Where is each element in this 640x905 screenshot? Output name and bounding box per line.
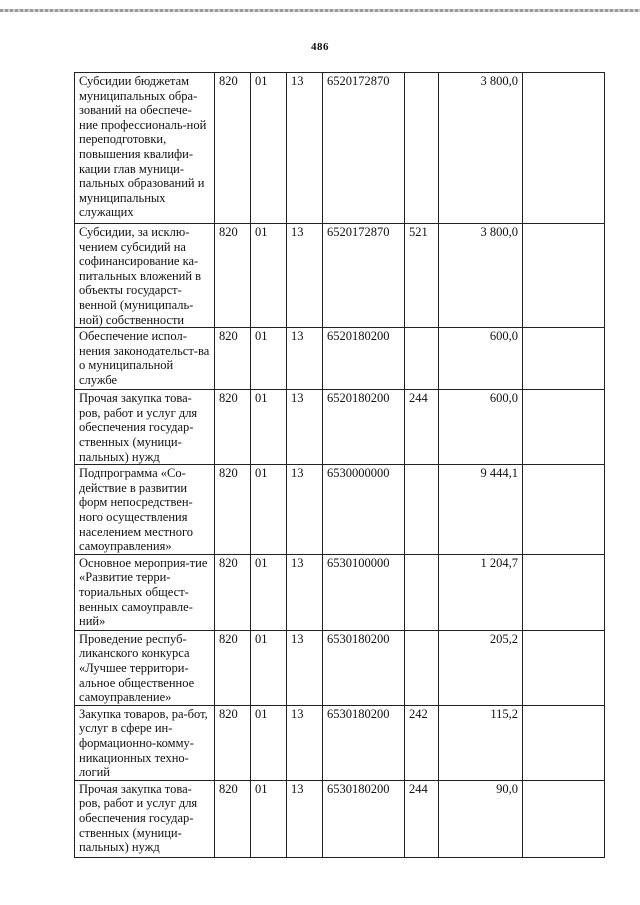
cell-name: Прочая закупка това-ров, работ и услуг для обеспечения государ-ственных (муници-пальных) нужд xyxy=(75,780,215,857)
cell-pr: 13 xyxy=(287,224,323,328)
table-row xyxy=(75,390,605,465)
cell-pr: 13 xyxy=(287,554,323,630)
cell-extra xyxy=(523,224,605,328)
cell-rz: 01 xyxy=(251,224,287,328)
cell-vr: 521 xyxy=(405,224,439,328)
cell-extra xyxy=(523,328,605,390)
cell-sum: 115,2 xyxy=(439,705,523,780)
cell-name: Субсидии, за исклю-чением субсидий на софинансирование ка-питальных вложений в объекты государст-венной (муниципаль-ной) собственности xyxy=(75,224,215,328)
cell-extra xyxy=(523,73,605,224)
cell-ved: 820 xyxy=(215,630,251,705)
cell-pr: 13 xyxy=(287,390,323,465)
cell-name: Проведение респуб-ликанского конкурса «Лучшее территори-альное общественное самоуправление» xyxy=(75,630,215,705)
cell-ved: 820 xyxy=(215,554,251,630)
cell-sum: 1 204,7 xyxy=(439,554,523,630)
cell-ved: 820 xyxy=(215,73,251,224)
table-row xyxy=(75,328,605,390)
cell-rz: 01 xyxy=(251,630,287,705)
cell-vr xyxy=(405,328,439,390)
page-number: 486 xyxy=(311,41,329,53)
cell-ved: 820 xyxy=(215,390,251,465)
cell-csr: 6530000000 xyxy=(323,465,405,555)
cell-pr: 13 xyxy=(287,630,323,705)
cell-vr xyxy=(405,73,439,224)
cell-ved: 820 xyxy=(215,465,251,555)
cell-extra xyxy=(523,705,605,780)
cell-name: Подпрограмма «Со-действие в развитии форм непосредствен-ного осуществления населением местного самоуправления» xyxy=(75,465,215,555)
cell-sum: 3 800,0 xyxy=(439,73,523,224)
cell-pr: 13 xyxy=(287,705,323,780)
cell-extra xyxy=(523,390,605,465)
cell-rz: 01 xyxy=(251,554,287,630)
cell-csr: 6520172870 xyxy=(323,224,405,328)
cell-csr: 6530100000 xyxy=(323,554,405,630)
cell-vr xyxy=(405,465,439,555)
table-row xyxy=(75,73,605,224)
cell-sum: 600,0 xyxy=(439,390,523,465)
cell-csr: 6530180200 xyxy=(323,705,405,780)
cell-vr: 242 xyxy=(405,705,439,780)
cell-csr: 6530180200 xyxy=(323,780,405,857)
cell-csr: 6520180200 xyxy=(323,328,405,390)
cell-extra xyxy=(523,780,605,857)
cell-ved: 820 xyxy=(215,328,251,390)
cell-name: Основное мероприя-тие «Развитие терри-ториальных общест-венных самоуправле-ний» xyxy=(75,554,215,630)
cell-ved: 820 xyxy=(215,780,251,857)
table-row xyxy=(75,224,605,328)
cell-rz: 01 xyxy=(251,780,287,857)
cell-pr: 13 xyxy=(287,328,323,390)
table-row xyxy=(75,780,605,857)
cell-name: Прочая закупка това-ров, работ и услуг для обеспечения государ-ственных (муници-пальных) нужд xyxy=(75,390,215,465)
budget-table xyxy=(74,72,605,858)
cell-pr: 13 xyxy=(287,780,323,857)
cell-rz: 01 xyxy=(251,390,287,465)
table-row xyxy=(75,705,605,780)
cell-extra xyxy=(523,630,605,705)
cell-sum: 600,0 xyxy=(439,328,523,390)
cell-csr: 6520180200 xyxy=(323,390,405,465)
cell-sum: 3 800,0 xyxy=(439,224,523,328)
cell-extra xyxy=(523,465,605,555)
cell-sum: 9 444,1 xyxy=(439,465,523,555)
cell-sum: 205,2 xyxy=(439,630,523,705)
cell-ved: 820 xyxy=(215,705,251,780)
cell-vr xyxy=(405,554,439,630)
cell-csr: 6520172870 xyxy=(323,73,405,224)
cell-rz: 01 xyxy=(251,465,287,555)
cell-vr: 244 xyxy=(405,780,439,857)
table-row xyxy=(75,465,605,555)
cell-pr: 13 xyxy=(287,465,323,555)
cell-rz: 01 xyxy=(251,705,287,780)
table-row xyxy=(75,554,605,630)
cell-name: Закупка товаров, ра-бот, услуг в сфере ин-формационно-комму-никационных техно-логий xyxy=(75,705,215,780)
cell-name: Субсидии бюджетам муниципальных обра-зований на обеспече-ние профессиональ-ной переподготовки, повышения квалифи-кации глав муници-пальных образований и муниципальных служащих xyxy=(75,73,215,224)
cell-vr xyxy=(405,630,439,705)
cell-extra xyxy=(523,554,605,630)
scan-top-edge xyxy=(0,9,640,12)
cell-name: Обеспечение испол-нения законодательст-ва о муниципальной службе xyxy=(75,328,215,390)
cell-rz: 01 xyxy=(251,73,287,224)
cell-rz: 01 xyxy=(251,328,287,390)
cell-sum: 90,0 xyxy=(439,780,523,857)
cell-ved: 820 xyxy=(215,224,251,328)
table-row xyxy=(75,630,605,705)
cell-pr: 13 xyxy=(287,73,323,224)
cell-vr: 244 xyxy=(405,390,439,465)
cell-csr: 6530180200 xyxy=(323,630,405,705)
